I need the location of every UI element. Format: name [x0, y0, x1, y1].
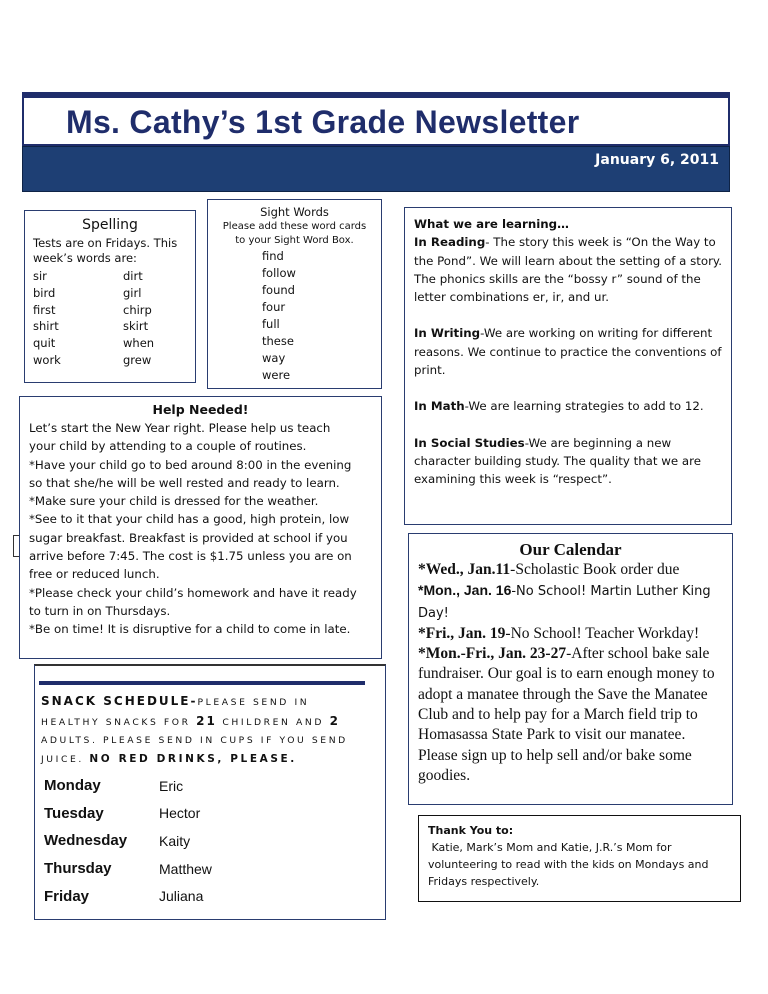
calendar-event-date: *Mon., Jan. 16: [418, 582, 512, 599]
snack-title: SNACK SCHEDULE-: [41, 694, 198, 708]
thank-you-box: [418, 815, 741, 902]
calendar-box: [408, 533, 733, 805]
spelling-word: sir: [33, 269, 47, 283]
date-bar: [22, 146, 730, 192]
sight-word: four: [262, 300, 286, 314]
help-line: your child by attending to a couple of routines.: [29, 439, 307, 454]
help-title: Help Needed!: [152, 402, 249, 417]
help-line: *Make sure your child is dressed for the weather.: [29, 494, 319, 509]
spelling-word: grew: [123, 352, 152, 367]
spelling-word: when: [123, 336, 155, 351]
learning-text: -We are working on writing for different reasons. We continue to practice the conventions of print.: [414, 326, 722, 378]
help-line: sugar breakfast. Breakfast is provided at school if you: [29, 530, 348, 545]
calendar-event: [418, 624, 723, 644]
snack-person: Eric: [159, 777, 184, 794]
snack-divider: [39, 681, 365, 685]
sight-word: were: [262, 368, 291, 382]
newsletter-date: January 6, 2011: [595, 152, 719, 168]
help-line: Let’s start the New Year right. Please help us teach: [29, 421, 331, 435]
help-line: so that she/he will be well rested and ready to learn.: [29, 475, 340, 490]
snack-instructions: [41, 692, 361, 769]
learning-heading: What we are learning…: [414, 217, 569, 231]
sight-word: find: [262, 249, 284, 263]
spelling-word: shirt: [33, 319, 59, 334]
snack-day: Monday: [44, 777, 101, 795]
spelling-word: quit: [33, 336, 56, 351]
thank-you-title: Thank You to:: [428, 824, 514, 837]
snack-schedule-table: [44, 772, 212, 910]
spelling-word-list: [33, 268, 187, 369]
help-line: to turn in on Thursdays.: [29, 603, 171, 618]
snack-no-red-note: NO RED DRINKS, PLEASE.: [89, 753, 297, 765]
snack-text: CHILDREN AND: [222, 717, 325, 728]
spelling-intro-line: week’s words are:: [33, 251, 137, 265]
snack-text: PLEASE SEND IN HEALTHY SNACKS FOR: [41, 697, 310, 728]
spelling-word: first: [33, 302, 56, 317]
learning-section-social-studies: [414, 434, 722, 489]
snack-day: Thursday: [44, 860, 112, 878]
spelling-word: chirp: [123, 302, 152, 317]
sight-words-title: Sight Words: [260, 205, 329, 219]
snack-schedule-box: [34, 664, 386, 920]
help-line: *Please check your child’s homework and have it ready: [29, 585, 357, 600]
snack-text: ADULTS. PLEASE SEND IN CUPS IF YOU SEND JUICE.: [41, 735, 348, 765]
help-line: arrive before 7:45. The cost is $1.75 unless you are on: [29, 549, 352, 564]
learning-section-writing: [414, 324, 722, 379]
sight-word: full: [262, 317, 280, 331]
help-line: *Have your child go to bed around 8:00 in the evening: [29, 457, 352, 472]
snack-row: [44, 772, 212, 800]
thank-you-line: Katie, Mark’s Mom and Katie, J.R.’s Mom for: [428, 841, 672, 854]
spelling-intro: [33, 236, 187, 266]
learning-text: - The story this week is “On the Way to the Pond”. We will learn about the setting of a story. The phonics skills are the “bossy r” sound of the letter combinations er, ir, and ur.: [414, 235, 722, 305]
snack-person: Matthew: [159, 860, 212, 877]
snack-day: Friday: [44, 887, 90, 905]
calendar-event-text: -No School! Martin Luther King Day!: [418, 584, 711, 621]
calendar-event-text: -No School! Teacher Workday!: [505, 624, 700, 642]
calendar-event: [418, 560, 723, 580]
sight-words-box: [207, 199, 382, 389]
learning-label: In Math: [414, 399, 465, 414]
newsletter-title-box: [22, 92, 730, 146]
thank-you-line: volunteering to read with the kids on Mondays and: [428, 858, 709, 871]
sight-word-list: [262, 248, 375, 384]
spelling-title: Spelling: [82, 217, 138, 233]
help-line: *See to it that your child has a good, high protein, low: [29, 512, 350, 527]
spelling-word: girl: [123, 285, 142, 300]
learning-section-reading: [414, 215, 722, 306]
help-line: free or reduced lunch.: [29, 567, 160, 582]
sight-word: these: [262, 334, 294, 348]
snack-row: [44, 827, 212, 855]
calendar-event-text: -Scholastic Book order due: [510, 561, 680, 578]
learning-label: In Social Studies: [414, 435, 525, 450]
spelling-word: skirt: [123, 319, 149, 334]
calendar-event-date: *Fri., Jan. 19: [418, 624, 506, 642]
calendar-title: Our Calendar: [519, 540, 622, 559]
page-title: Ms. Cathy’s 1st Grade Newsletter: [66, 104, 580, 140]
snack-person: Kaity: [159, 832, 191, 849]
learning-label: In Writing: [414, 326, 481, 341]
snack-adult-count: 2: [329, 714, 340, 728]
calendar-event: [418, 580, 723, 624]
snack-row: [44, 800, 212, 828]
snack-day: Tuesday: [44, 804, 104, 822]
spelling-intro-line: Tests are on Fridays. This: [33, 236, 178, 250]
learning-section-math: [414, 397, 722, 415]
sight-word: found: [262, 283, 295, 297]
snack-person: Juliana: [159, 888, 204, 905]
learning-box: [404, 207, 732, 525]
spelling-word: bird: [33, 285, 56, 300]
sight-words-instruction: Please add these word cards: [222, 221, 367, 232]
snack-row: [44, 855, 212, 883]
calendar-event-date: *Wed., Jan.11: [418, 561, 511, 578]
help-needed-box: [19, 396, 382, 659]
help-line: *Be on time! It is disruptive for a child to come in late.: [29, 622, 351, 637]
sight-word: way: [262, 351, 286, 365]
calendar-event-text: -After school bake sale fundraiser. Our goal is to earn enough money to adopt a manatee through the Save the Manatee Club and to help pay for a March field trip to Homasassa State Park to visit our manatee. Please sign up to help sell and/or bake some goodies.: [418, 645, 715, 784]
learning-text: -We are learning strategies to add to 12.: [464, 399, 704, 414]
learning-text: -We are beginning a new character building study. The quality that we are examining this week is “respect”.: [414, 435, 702, 487]
thank-you-line: Fridays respectively.: [428, 875, 540, 888]
calendar-event: [418, 644, 723, 786]
snack-row: [44, 882, 212, 910]
snack-person: Hector: [159, 805, 201, 822]
calendar-event-date: *Mon.-Fri., Jan. 23-27: [418, 645, 567, 663]
snack-child-count: 21: [196, 714, 217, 728]
spelling-box: [24, 210, 196, 383]
learning-label: In Reading: [414, 235, 486, 250]
snack-day: Wednesday: [44, 832, 128, 850]
spelling-word: dirt: [123, 269, 143, 283]
sight-words-instruction: to your Sight Word Box.: [235, 235, 354, 246]
sight-word: follow: [262, 266, 296, 280]
spelling-word: work: [33, 352, 61, 367]
